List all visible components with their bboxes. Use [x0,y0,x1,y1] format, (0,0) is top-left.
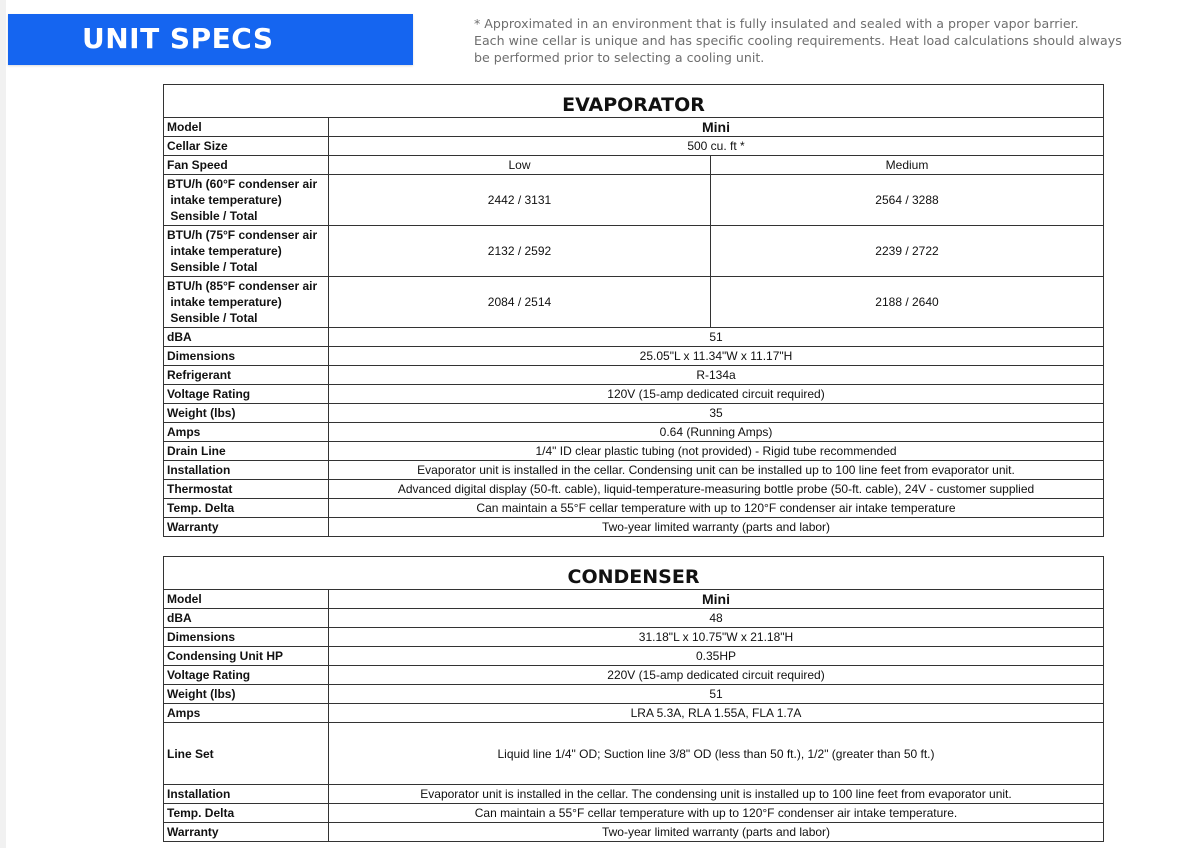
table-row [164,226,1104,277]
table-row [164,404,1104,423]
footnote-line: be performed prior to selecting a cooling unit. [474,50,765,65]
table-row [164,480,1104,499]
btu-medium-value: 2188 / 2640 [711,277,1104,328]
row-value: Two-year limited warranty (parts and labor) [329,518,1104,537]
table-row [164,723,1104,785]
table-row [164,366,1104,385]
row-label: Drain Line [164,442,329,461]
row-label: Refrigerant [164,366,329,385]
row-label: Model [164,590,329,609]
row-label: Weight (lbs) [164,685,329,704]
row-value: 51 [329,328,1104,347]
unit-specs-banner [8,14,413,65]
row-value: 0.35HP [329,647,1104,666]
btu-label-line: intake temperature) [167,244,282,258]
row-value: LRA 5.3A, RLA 1.55A, FLA 1.7A [329,704,1104,723]
row-value: Two-year limited warranty (parts and labor) [329,823,1104,842]
cellar-size-value: 500 cu. ft * [329,137,1104,156]
row-label: Model [164,118,329,137]
table-row [164,175,1104,226]
btu-label-line: Sensible / Total [167,209,258,223]
row-label: Weight (lbs) [164,404,329,423]
condenser-title: CONDENSER [164,557,1104,590]
table-row [164,499,1104,518]
evaporator-title: EVAPORATOR [164,85,1104,118]
table-row [164,461,1104,480]
btu-label [164,226,329,277]
row-value: 48 [329,609,1104,628]
banner-title: UNIT SPECS [82,22,274,55]
row-value: 220V (15-amp dedicated circuit required) [329,666,1104,685]
fan-speed-low: Low [329,156,711,175]
row-label: Temp. Delta [164,499,329,518]
table-row [164,277,1104,328]
row-label: Voltage Rating [164,666,329,685]
table-row [164,156,1104,175]
table-row [164,804,1104,823]
row-value: Can maintain a 55°F cellar temperature with up to 120°F condenser air intake temperature [329,499,1104,518]
row-label: Amps [164,704,329,723]
row-value: Advanced digital display (50-ft. cable), liquid-temperature-measuring bottle probe (50-ft. cable), 24V - customer supplied [329,480,1104,499]
row-label: Condensing Unit HP [164,647,329,666]
btu-label [164,277,329,328]
row-label: Amps [164,423,329,442]
line-set-value: Liquid line 1/4" OD; Suction line 3/8" OD (less than 50 ft.), 1/2" (greater than 50 ft.) [329,723,1104,785]
table-row [164,347,1104,366]
row-value: Can maintain a 55°F cellar temperature with up to 120°F condenser air intake temperature. [329,804,1104,823]
row-value: 1/4" ID clear plastic tubing (not provided) - Rigid tube recommended [329,442,1104,461]
table-row [164,518,1104,537]
btu-label-line: BTU/h (60°F condenser air [167,177,318,191]
table-row [164,328,1104,347]
row-label: Cellar Size [164,137,329,156]
model-value: Mini [329,118,1104,137]
table-row [164,685,1104,704]
btu-label [164,175,329,226]
row-label: dBA [164,609,329,628]
footnote-line: Each wine cellar is unique and has specific cooling requirements. Heat load calculations should always [474,33,1122,48]
table-row [164,590,1104,609]
row-value: 0.64 (Running Amps) [329,423,1104,442]
btu-label-line: Sensible / Total [167,260,258,274]
table-row [164,137,1104,156]
row-value: Evaporator unit is installed in the cellar. The condensing unit is installed up to 100 line feet from evaporator unit. [329,785,1104,804]
table-row [164,785,1104,804]
btu-label-line: BTU/h (85°F condenser air [167,279,318,293]
row-label: Temp. Delta [164,804,329,823]
btu-low-value: 2132 / 2592 [329,226,711,277]
table-row [164,628,1104,647]
page-edge-strip [0,0,6,848]
table-row [164,704,1104,723]
btu-label-line: intake temperature) [167,193,282,207]
btu-label-line: intake temperature) [167,295,282,309]
table-row [164,823,1104,842]
table-row [164,385,1104,404]
btu-low-value: 2442 / 3131 [329,175,711,226]
btu-label-line: Sensible / Total [167,311,258,325]
fan-speed-medium: Medium [711,156,1104,175]
row-value: 120V (15-amp dedicated circuit required) [329,385,1104,404]
row-value: 25.05"L x 11.34"W x 11.17"H [329,347,1104,366]
row-label: dBA [164,328,329,347]
footnote [474,15,1174,66]
row-value: Evaporator unit is installed in the cellar. Condensing unit can be installed up to 100 line feet from evaporator unit. [329,461,1104,480]
row-label: Warranty [164,823,329,842]
row-value: 35 [329,404,1104,423]
model-value: Mini [329,590,1104,609]
row-label: Line Set [164,723,329,785]
row-label: Installation [164,785,329,804]
table-row [164,442,1104,461]
table-row [164,647,1104,666]
btu-label-line: BTU/h (75°F condenser air [167,228,318,242]
table-row [164,423,1104,442]
condenser-spec-table [163,556,1104,842]
row-label: Thermostat [164,480,329,499]
row-label: Dimensions [164,347,329,366]
evaporator-spec-table [163,84,1104,537]
row-label: Warranty [164,518,329,537]
row-value: 31.18"L x 10.75"W x 21.18"H [329,628,1104,647]
row-value: R-134a [329,366,1104,385]
btu-medium-value: 2564 / 3288 [711,175,1104,226]
row-label: Voltage Rating [164,385,329,404]
row-label: Dimensions [164,628,329,647]
table-row [164,666,1104,685]
btu-medium-value: 2239 / 2722 [711,226,1104,277]
table-row [164,609,1104,628]
table-row [164,118,1104,137]
row-label: Installation [164,461,329,480]
row-value: 51 [329,685,1104,704]
row-label: Fan Speed [164,156,329,175]
btu-low-value: 2084 / 2514 [329,277,711,328]
footnote-line: * Approximated in an environment that is fully insulated and sealed with a proper vapor barrier. [474,16,1079,31]
